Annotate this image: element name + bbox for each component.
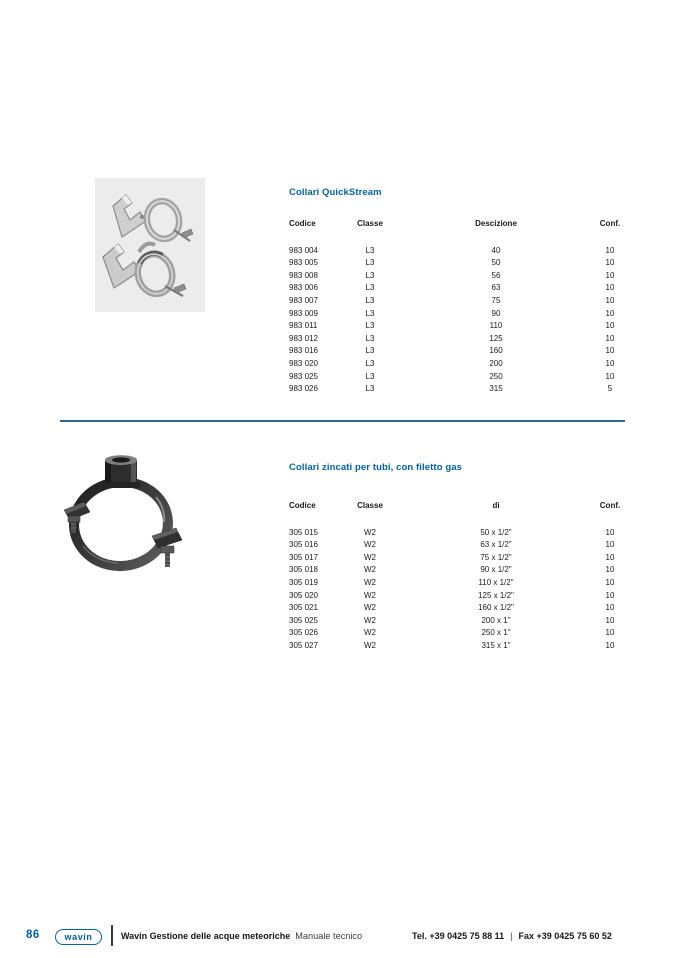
table-cell: 40 [491, 245, 501, 255]
product-table-galvanized [289, 500, 624, 653]
table-cell: 305 015 [289, 527, 318, 537]
table-cell: 983 012 [289, 333, 318, 343]
table-cell: 10 [605, 565, 615, 575]
table-cell: L3 [365, 358, 375, 368]
table-cell: 315 x 1" [481, 640, 511, 650]
table-cell: 90 [491, 308, 501, 318]
table-cell: 983 007 [289, 295, 318, 305]
galvanized-collar-illustration [58, 450, 188, 578]
section-title-galvanized: Collari zincati per tubi, con filetto gas [289, 462, 463, 473]
table-cell: 305 025 [289, 615, 318, 625]
table-cell: 63 [491, 283, 501, 293]
table-cell: 983 005 [289, 258, 318, 268]
table-body [289, 245, 624, 396]
table-cell: 90 x 1/2" [480, 565, 512, 575]
table-cell: L3 [365, 283, 375, 293]
table-cell: 10 [605, 270, 615, 280]
table-cell: 125 [489, 333, 503, 343]
column-header-di: di [492, 501, 500, 510]
table-row [289, 590, 624, 603]
table-row [289, 333, 624, 346]
product-image-quickstream-collars [95, 178, 205, 312]
column-header-classe: Classe [357, 501, 383, 510]
column-header-classe: Classe [357, 219, 383, 228]
footer-title-bold: Wavin Gestione delle acque meteoriche [121, 931, 291, 941]
section-divider-line [60, 420, 625, 422]
table-cell: 305 019 [289, 577, 318, 587]
table-row [289, 527, 624, 540]
footer-tel: Tel. +39 0425 75 88 11 [412, 931, 505, 941]
table-cell: L3 [365, 321, 375, 331]
table-cell: 983 004 [289, 245, 318, 255]
table-cell: W2 [364, 590, 376, 600]
table-cell: 10 [605, 640, 615, 650]
column-header-codice: Codice [289, 219, 316, 228]
table-row [289, 270, 624, 283]
quickstream-collars-illustration [95, 178, 205, 312]
table-cell: W2 [364, 615, 376, 625]
column-header-conf: Conf. [599, 501, 621, 510]
table-cell: L3 [365, 295, 375, 305]
table-cell: 75 x 1/2" [480, 552, 512, 562]
table-cell: W2 [364, 527, 376, 537]
table-row [289, 615, 624, 628]
table-cell: 250 [489, 371, 503, 381]
table-row [289, 564, 624, 577]
table-cell: L3 [365, 371, 375, 381]
table-cell: 10 [605, 552, 615, 562]
table-cell: 305 018 [289, 565, 318, 575]
table-cell: L3 [365, 258, 375, 268]
table-cell: 56 [491, 270, 501, 280]
table-cell: 10 [605, 346, 615, 356]
table-cell: 125 x 1/2" [478, 590, 514, 600]
table-cell: 10 [605, 371, 615, 381]
table-cell: W2 [364, 628, 376, 638]
column-header-codice: Codice [289, 501, 316, 510]
table-row [289, 577, 624, 590]
table-header-row [289, 218, 624, 245]
table-row [289, 383, 624, 396]
product-table-quickstream [289, 218, 624, 396]
table-cell: 315 [489, 384, 503, 394]
table-row [289, 308, 624, 321]
footer-fax: Fax +39 0425 75 60 52 [518, 931, 612, 941]
table-body [289, 527, 624, 653]
footer-title-regular: Manuale tecnico [295, 931, 363, 941]
section-title-quickstream: Collari QuickStream [289, 187, 382, 198]
table-row [289, 358, 624, 371]
table-row [289, 539, 624, 552]
table-cell: 305 027 [289, 640, 318, 650]
footer-divider [111, 925, 113, 946]
table-cell: 50 x 1/2" [480, 527, 512, 537]
table-cell: 10 [605, 308, 615, 318]
wavin-logo [55, 929, 102, 945]
footer-contact [412, 931, 612, 941]
table-cell: 983 016 [289, 346, 318, 356]
table-header-row [289, 500, 624, 527]
table-cell: 983 020 [289, 358, 318, 368]
table-cell: 983 006 [289, 283, 318, 293]
table-row [289, 371, 624, 384]
table-cell: L3 [365, 308, 375, 318]
table-cell: 200 [489, 358, 503, 368]
table-cell: 983 008 [289, 270, 318, 280]
product-image-galvanized-collar [58, 450, 188, 578]
table-cell: 983 009 [289, 308, 318, 318]
table-cell: W2 [364, 540, 376, 550]
table-cell: W2 [364, 552, 376, 562]
table-cell: 305 017 [289, 552, 318, 562]
table-cell: 10 [605, 333, 615, 343]
table-cell: 10 [605, 321, 615, 331]
table-cell: 10 [605, 245, 615, 255]
table-cell: 160 x 1/2" [478, 603, 514, 613]
table-cell: L3 [365, 270, 375, 280]
table-cell: 250 x 1" [481, 628, 511, 638]
table-row [289, 640, 624, 653]
table-row [289, 627, 624, 640]
table-cell: 983 011 [289, 321, 318, 331]
column-header-descizione: Descizione [475, 219, 517, 228]
table-cell: W2 [364, 640, 376, 650]
table-cell: W2 [364, 577, 376, 587]
page-number: 86 [26, 929, 40, 941]
table-row [289, 245, 624, 258]
table-cell: 305 026 [289, 628, 318, 638]
table-cell: 10 [605, 283, 615, 293]
table-cell: 10 [605, 603, 615, 613]
table-cell: 75 [491, 295, 501, 305]
table-cell: 10 [605, 590, 615, 600]
table-cell: 305 021 [289, 603, 318, 613]
table-cell: 10 [605, 628, 615, 638]
table-cell: W2 [364, 603, 376, 613]
table-row [289, 345, 624, 358]
table-cell: 983 026 [289, 384, 318, 394]
table-cell: 10 [605, 577, 615, 587]
table-cell: 110 x 1/2" [478, 577, 514, 587]
footer-contact-separator: | [510, 931, 513, 941]
table-row [289, 552, 624, 565]
table-cell: 10 [605, 527, 615, 537]
table-cell: 305 020 [289, 590, 318, 600]
table-cell: 5 [607, 384, 613, 394]
table-cell: 10 [605, 615, 615, 625]
table-row [289, 257, 624, 270]
column-header-conf: Conf. [599, 219, 621, 228]
table-cell: 10 [605, 540, 615, 550]
table-cell: 305 016 [289, 540, 318, 550]
table-cell: 63 x 1/2" [480, 540, 512, 550]
table-row [289, 295, 624, 308]
table-row [289, 320, 624, 333]
table-cell: 200 x 1" [481, 615, 511, 625]
table-cell: 10 [605, 258, 615, 268]
table-cell: 160 [489, 346, 503, 356]
wavin-logo-text: wavin [64, 931, 93, 942]
table-row [289, 282, 624, 295]
table-cell: L3 [365, 333, 375, 343]
table-row [289, 602, 624, 615]
footer-title [121, 931, 362, 941]
table-cell: 983 025 [289, 371, 318, 381]
table-cell: 110 [489, 321, 503, 331]
table-cell: L3 [365, 346, 375, 356]
table-cell: 10 [605, 295, 615, 305]
table-cell: L3 [365, 245, 375, 255]
table-cell: W2 [364, 565, 376, 575]
table-cell: 50 [491, 258, 501, 268]
table-cell: 10 [605, 358, 615, 368]
table-cell: L3 [365, 384, 375, 394]
